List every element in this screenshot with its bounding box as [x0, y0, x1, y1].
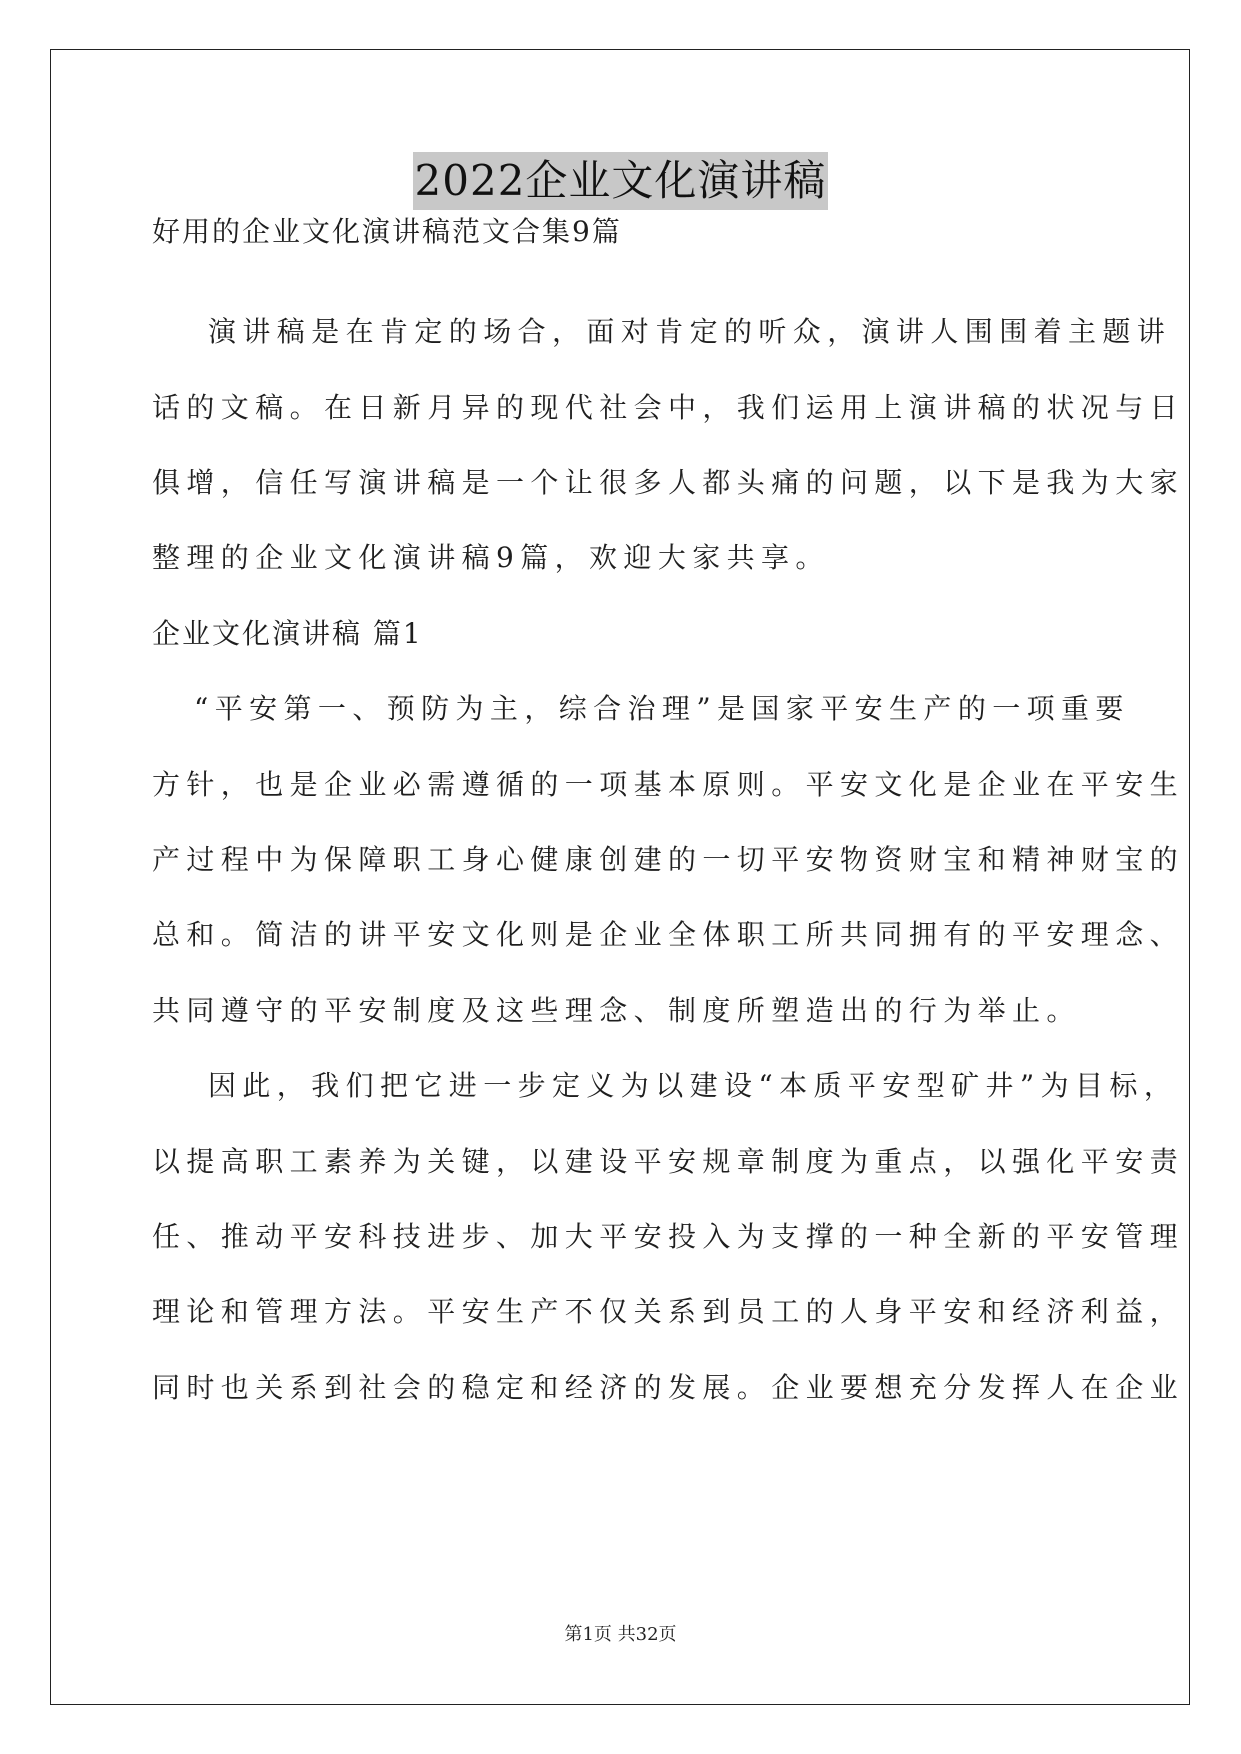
para2-line-3: 任、推动平安科技进步、加大平安投入为支撑的一种全新的平安管理	[152, 1220, 1185, 1253]
intro-line-4: 整理的企业文化演讲稿9篇，欢迎大家共享。	[152, 541, 830, 574]
subtitle: 好用的企业文化演讲稿范文合集9篇	[152, 215, 622, 248]
para1-line-1: “平安第一、预防为主，综合治理”是国家平安生产的一项重要	[194, 692, 1130, 725]
para2-line-4: 理论和管理方法。平安生产不仅关系到员工的人身平安和经济利益，	[152, 1295, 1185, 1328]
para1-line-4: 总和。简洁的讲平安文化则是企业全体职工所共同拥有的平安理念、	[152, 918, 1185, 951]
page-footer: 第1页 共32页	[564, 1624, 677, 1645]
para1-line-2: 方针，也是企业必需遵循的一项基本原则。平安文化是企业在平安生	[152, 768, 1185, 801]
title-container	[0, 152, 1241, 210]
para2-line-1: 因此，我们把它进一步定义为以建设“本质平安型矿井”为目标，	[208, 1069, 1179, 1102]
intro-line-3: 俱增，信任写演讲稿是一个让很多人都头痛的问题，以下是我为大家	[152, 466, 1185, 499]
para2-line-2: 以提高职工素养为关键，以建设平安规章制度为重点，以强化平安责	[152, 1145, 1185, 1178]
para1-line-5: 共同遵守的平安制度及这些理念、制度所塑造出的行为举止。	[152, 994, 1081, 1027]
document-title: 2022企业文化演讲稿	[413, 152, 829, 210]
intro-line-2: 话的文稿。在日新月异的现代社会中，我们运用上演讲稿的状况与日	[152, 391, 1185, 424]
intro-line-1: 演讲稿是在肯定的场合，面对肯定的听众，演讲人围围着主题讲	[208, 315, 1172, 348]
para2-line-5: 同时也关系到社会的稳定和经济的发展。企业要想充分发挥人在企业	[152, 1371, 1185, 1404]
section-heading: 企业文化演讲稿 篇1	[152, 617, 423, 650]
para1-line-3: 产过程中为保障职工身心健康创建的一切平安物资财宝和精神财宝的	[152, 843, 1185, 876]
